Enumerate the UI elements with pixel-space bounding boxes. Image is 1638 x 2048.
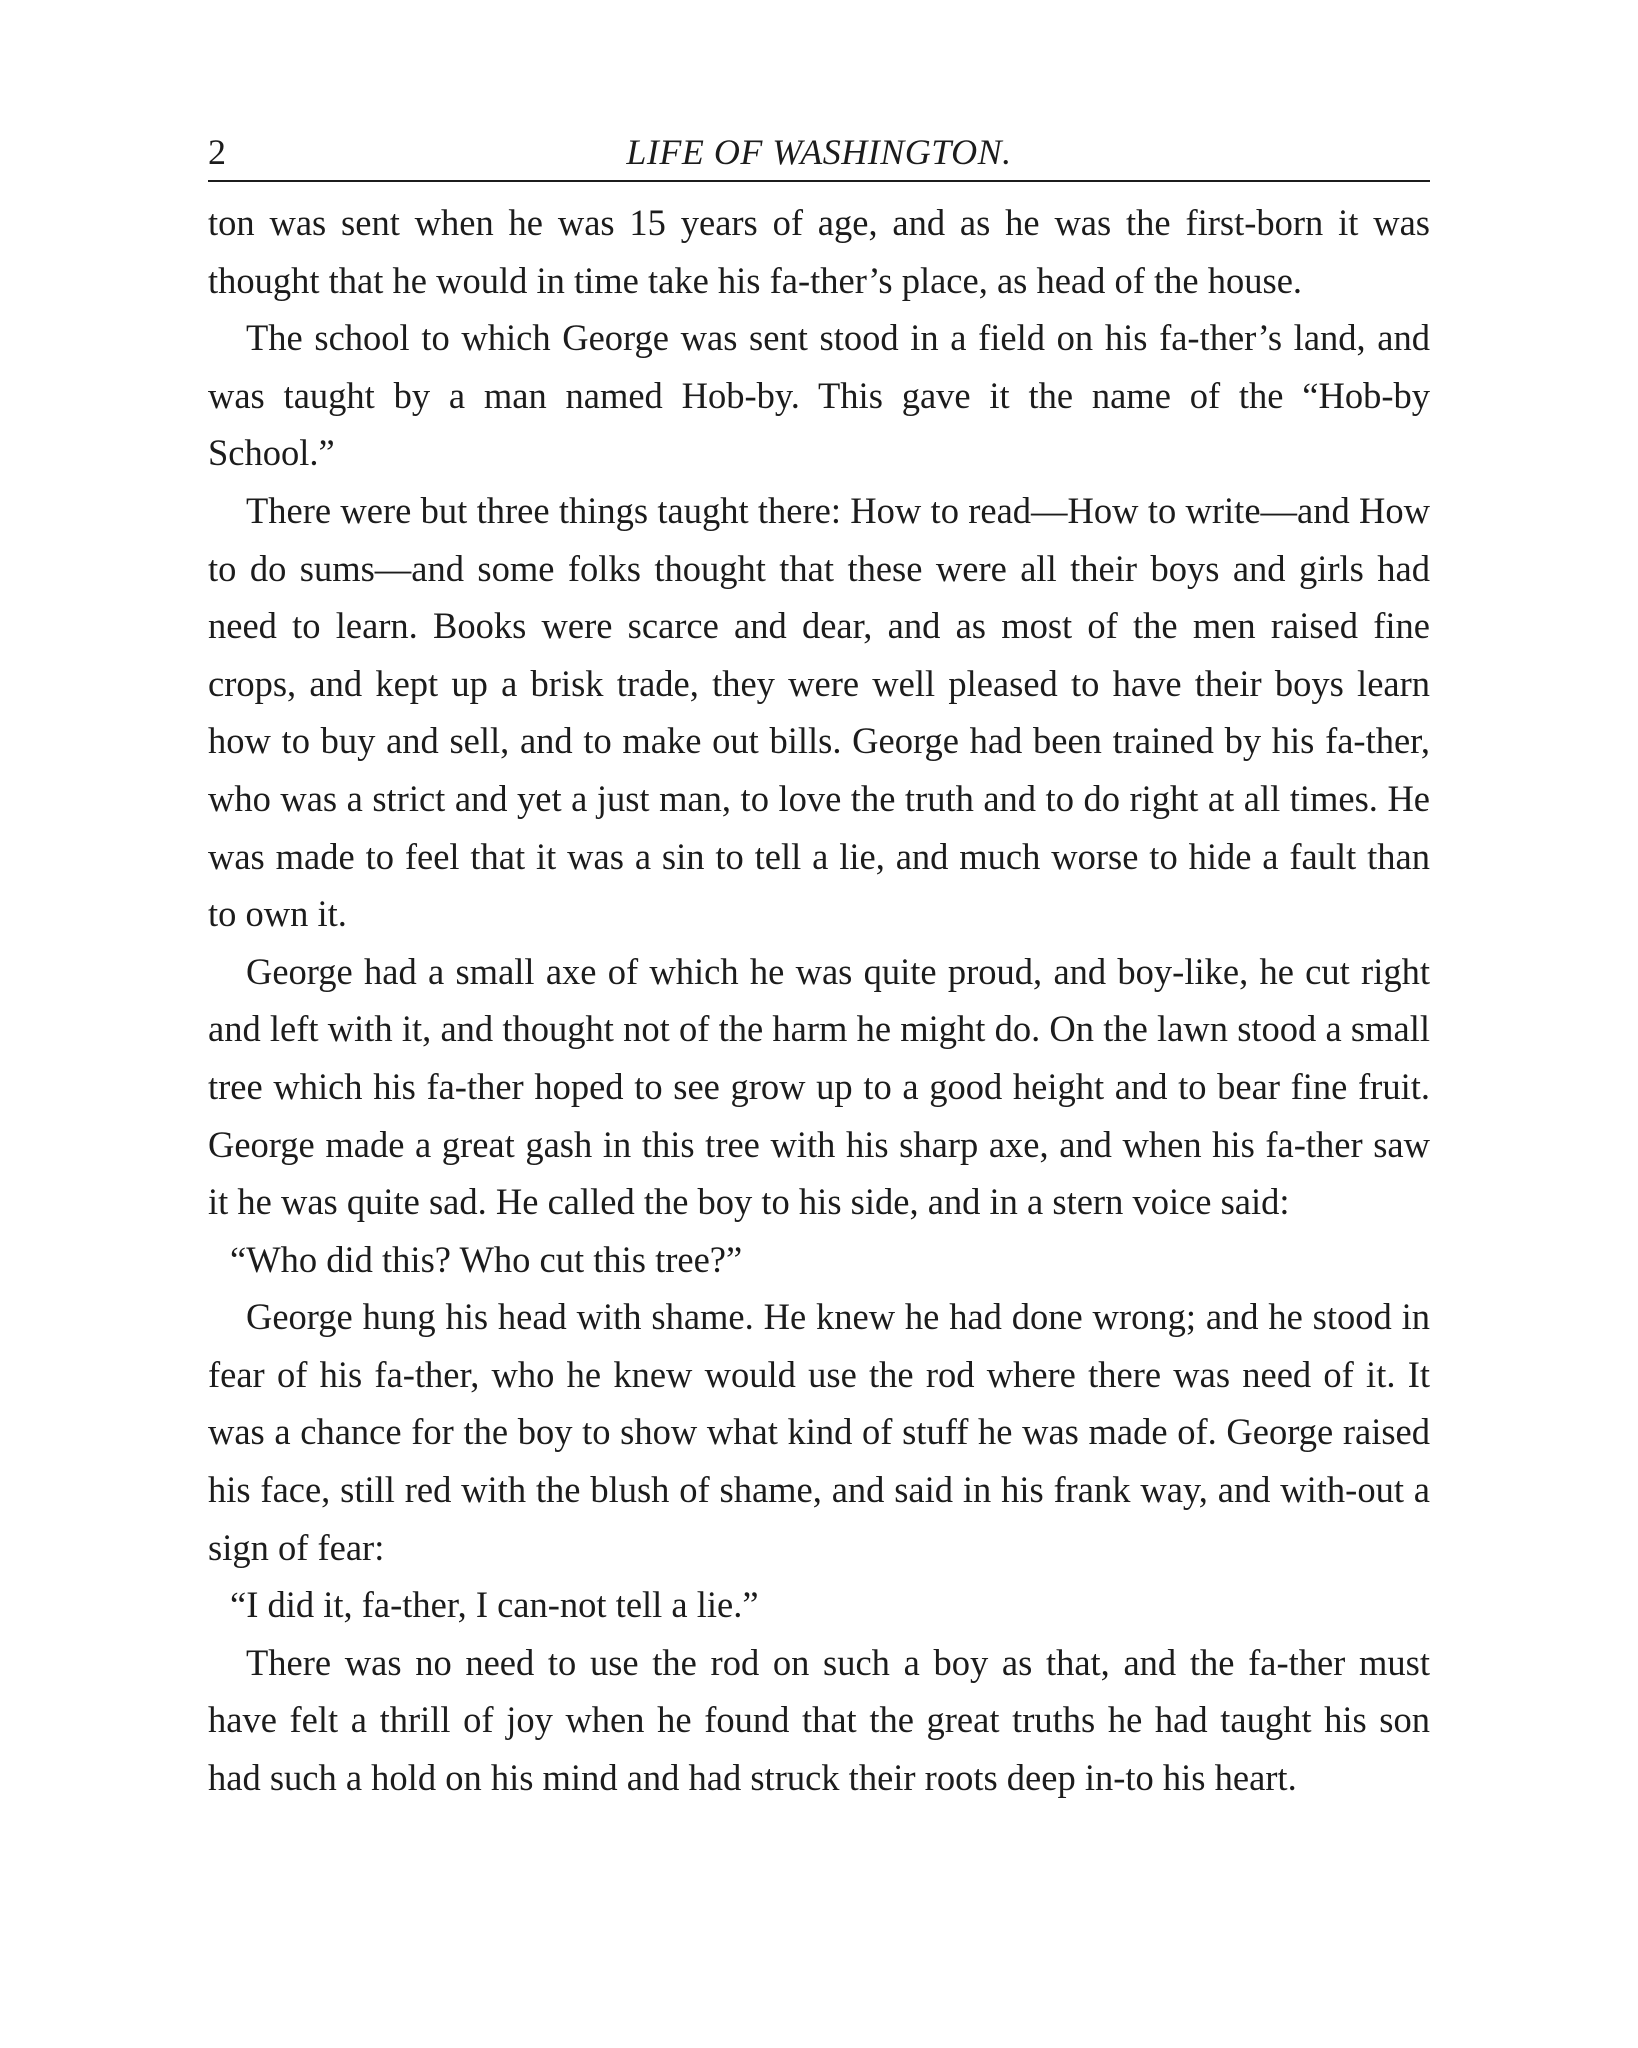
paragraph-school: The school to which George was sent stood in a field on his fa-ther’s land, and was taught by a man named Hob-by. This gave it the name of the “Hob-by School.” <box>208 317 1430 474</box>
quote-father: “Who did this? Who cut this tree?” <box>230 1238 743 1280</box>
quote-george: “I did it, fa-ther, I can-not tell a lie.” <box>230 1584 759 1626</box>
paragraph-continuation: ton was sent when he was 15 years of age, and as he was the first-born it was thought that he would in time take his fa-ther’s place, as head of the house. <box>208 202 1430 301</box>
paragraph-axe: George had a small axe of which he was quite proud, and boy-like, he cut right and left with it, and thought not of the harm he might do. On the lawn stood a small tree which his fa-ther hoped to see grow up to a good height and to bear fine fruit. George made a great gash in this tree with his sharp axe, and when his fa-ther saw it he was quite sad. He called the boy to his side, and in a stern voice said: <box>208 950 1430 1223</box>
paragraph-confession: George hung his head with shame. He knew he had done wrong; and he stood in fear of his fa-ther, who he knew would use the rod where there was need of it. It was a chance for the boy to show what kind of stuff he was made of. George raised his face, still red with the blush of shame, and said in his frank way, and with-out a sign of fear: <box>208 1296 1430 1568</box>
book-page <box>208 130 1430 1807</box>
running-header <box>208 130 1430 182</box>
running-title: LIFE OF WASHINGTON. <box>626 132 1012 172</box>
page-number: 2 <box>208 132 226 172</box>
body-text <box>208 194 1430 1807</box>
paragraph-lessons: There were but three things taught there: How to read—How to write—and How to do sums—and some folks thought that these were all their boys and girls had need to learn. Books were scarce and dear, and as most of the men raised fine crops, and kept up a brisk trade, they were well pleased to have their boys learn how to buy and sell, and to make out bills. George had been trained by his fa-ther, who was a strict and yet a just man, to love the truth and to do right at all times. He was made to feel that it was a sin to tell a lie, and much worse to hide a fault than to own it. <box>208 489 1430 935</box>
paragraph-conclusion: There was no need to use the rod on such a boy as that, and the fa-ther must have felt a thrill of joy when he found that the great truths he had taught his son had such a hold on his mind and had struck their roots deep in-to his heart. <box>208 1641 1430 1799</box>
